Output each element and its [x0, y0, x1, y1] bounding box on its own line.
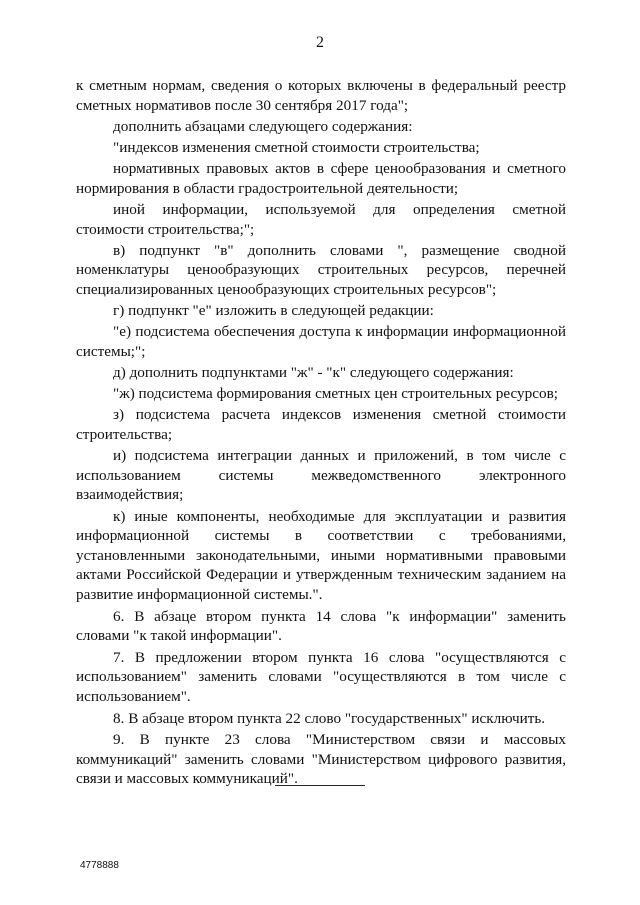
paragraph: д) дополнить подпунктами "ж" - "к" следующего содержания:: [113, 364, 514, 382]
paragraph: 8. В абзаце втором пункта 22 слово "государственных" исключить.: [113, 709, 546, 727]
paragraph: 6. В абзаце втором пункта 14 слова "к информации" заменить словами "к такой информации".: [76, 607, 566, 645]
paragraph: иной информации, используемой для определения сметной стоимости строительства;";: [76, 200, 566, 238]
paragraph: 7. В предложении втором пункта 16 слова "осуществляются с использованием" заменить словами "осуществляются в том числе с использованием".: [76, 648, 566, 705]
paragraph: дополнить абзацами следующего содержания:: [113, 117, 413, 135]
paragraph: г) подпункт "е" изложить в следующей редакции:: [113, 302, 434, 320]
document-body: [76, 76, 566, 791]
paragraph: нормативных правовых актов в сфере ценообразования и сметного нормирования в области градостроительной деятельности;: [76, 160, 566, 197]
paragraph: 9. В пункте 23 слова "Министерством связи и массовых коммуникаций" заменить словами "Министерством цифрового развития, связи и массовых коммуникаций".: [76, 731, 566, 788]
paragraph: к) иные компоненты, необходимые для эксплуатации и развития информационной системы в соответствии с требованиями, установленными законодательными, иными нормативными правовыми актами Российской Федерации и утвержденным техническим заданием на развитие информационной системы.".: [76, 507, 566, 603]
paragraph: "индексов изменения сметной стоимости строительства;: [113, 138, 480, 156]
paragraph: "ж) подсистема формирования сметных цен строительных ресурсов;: [113, 385, 558, 403]
paragraph: к сметным нормам, сведения о которых включены в федеральный реестр сметных нормативов после 30 сентября 2017 года";: [76, 77, 566, 114]
document-code: 4778888: [80, 860, 119, 871]
paragraph: з) подсистема расчета индексов изменения сметной стоимости строительства;: [76, 406, 566, 444]
paragraph: в) подпункт "в" дополнить словами ", размещение сводной номенклатуры ценообразующих строительных ресурсов, перечней специализированных ценообразующих строительных ресурсов";: [76, 241, 566, 298]
paragraph: и) подсистема интеграции данных и приложений, в том числе с использованием системы межведомственного электронного взаимодействия;: [76, 447, 566, 504]
paragraph: "е) подсистема обеспечения доступа к информации информационной системы;";: [76, 323, 566, 360]
closing-divider: [275, 785, 365, 786]
page-number: 2: [316, 34, 324, 51]
